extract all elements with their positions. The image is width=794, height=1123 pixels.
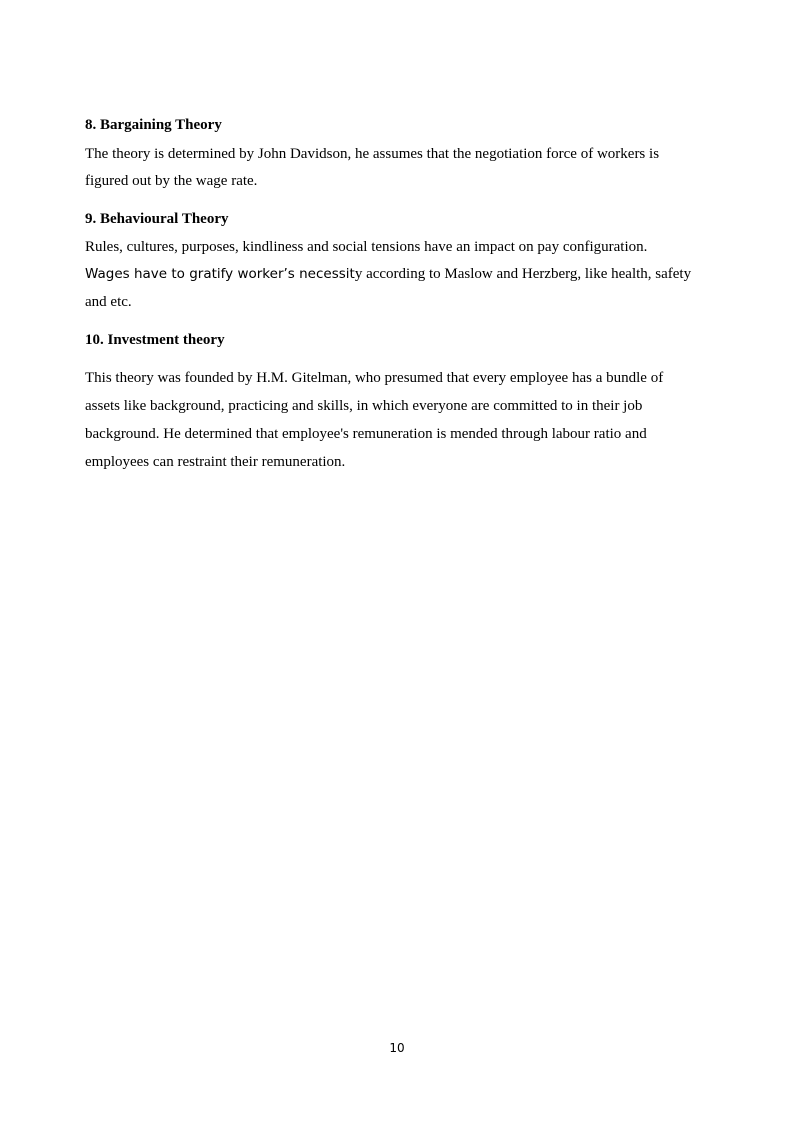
- paragraph-line: Rules, cultures, purposes, kindliness and social tensions have an impact on pay configuration.: [85, 239, 648, 255]
- paragraph-line: figured out by the wage rate.: [85, 173, 258, 189]
- paragraph-line-sans-part: Wages have to gratify worker’s necessit: [85, 266, 355, 282]
- paragraph-line-mixed-font: [85, 265, 691, 283]
- paragraph-line: The theory is determined by John Davidson, he assumes that the negotiation force of workers is: [85, 146, 660, 162]
- paragraph-line: and etc.: [85, 294, 132, 310]
- paragraph-line-serif-part: y according to Maslow and Herzberg, like health, safety: [354, 266, 692, 282]
- page-number: 10: [389, 1041, 405, 1055]
- paragraph-line: This theory was founded by H.M. Gitelman, who presumed that every employee has a bundle of: [85, 370, 664, 386]
- section-heading-investment-theory: 10. Investment theory: [85, 332, 225, 348]
- paragraph-line: assets like background, practicing and skills, in which everyone are committed to in their job: [85, 398, 643, 414]
- paragraph-line: background. He determined that employee's remuneration is mended through labour ratio and: [85, 426, 647, 442]
- paragraph-line: employees can restraint their remuneration.: [85, 454, 346, 470]
- section-heading-behavioural-theory: 9. Behavioural Theory: [85, 211, 229, 227]
- section-heading-bargaining-theory: 8. Bargaining Theory: [85, 117, 222, 133]
